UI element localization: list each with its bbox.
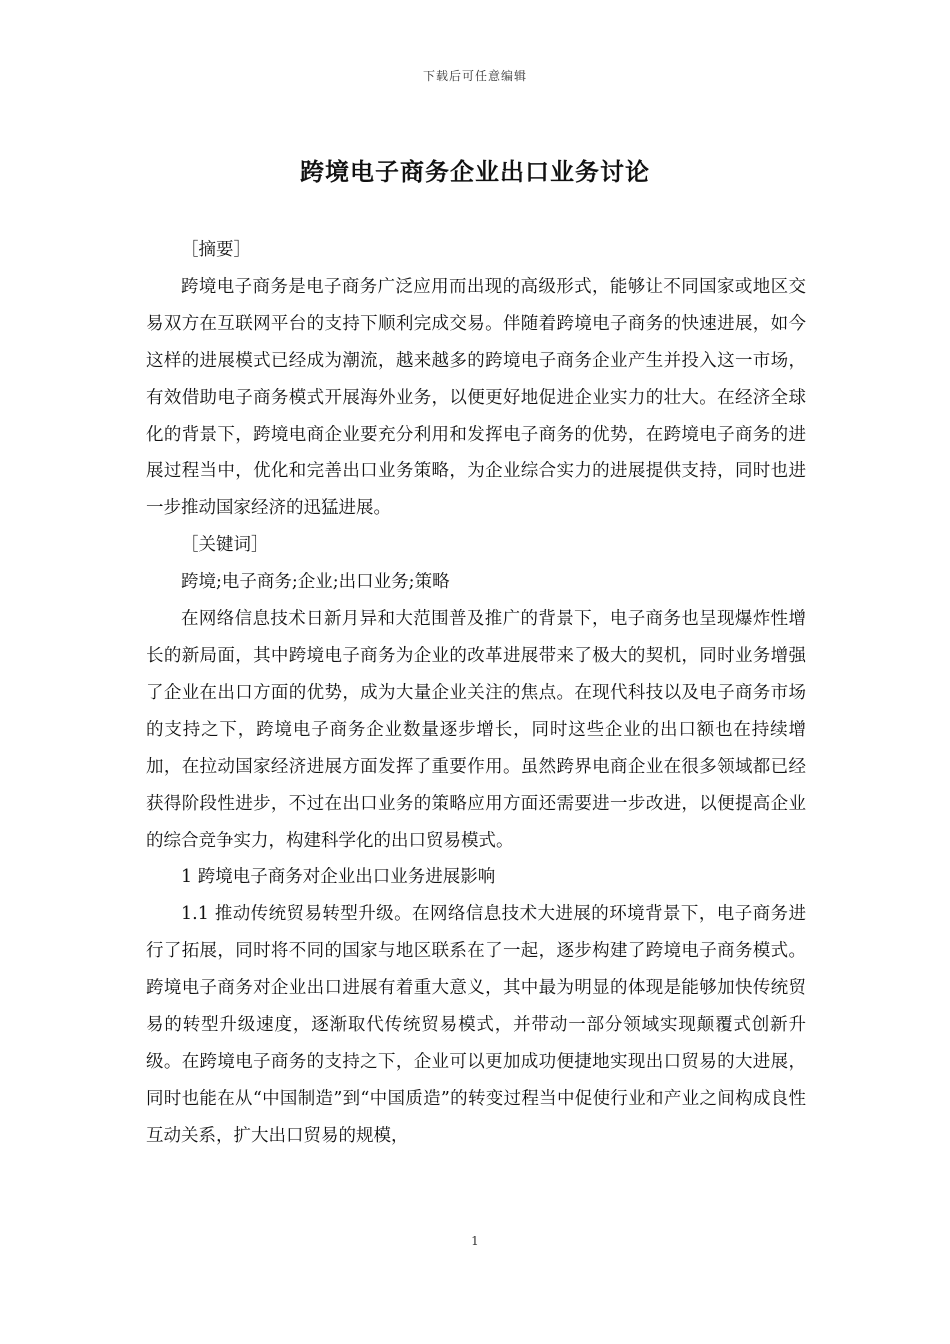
keywords-label: ［关键词］ [181,535,269,556]
document-title: 跨境电子商务企业出口业务讨论 [300,158,650,186]
abstract-paragraph: 跨境电子商务是电子商务广泛应用而出现的高级形式，能够让不同国家或地区交易双方在互联网平台的支持下顺利完成交易。伴随着跨境电子商务的快速进展，如今这样的进展模式已经成为潮流，越来越多的跨境电子商务企业产生并投入这一市场，有效借助电子商务模式开展海外业务，以便更好地促进企业实力的壮大。在经济全球化的背景下，跨境电商企业要充分利用和发挥电子商务的优势，在跨境电子商务的进展过程当中，优化和完善出口业务策略，为企业综合实力的进展提供支持，同时也进一步推动国家经济的迅猛进展。 [146,276,806,519]
keywords-text: 跨境;电子商务;企业;出口业务;策略 [181,572,450,593]
document-body [146,232,806,1155]
abstract-label: ［摘要］ [181,240,251,260]
section-1-1-paragraph: 1.1 推动传统贸易转型升级。在网络信息技术大进展的环境背景下，电子商务进行了拓展，同时将不同的国家与地区联系在了一起，逐步构建了跨境电子商务模式。跨境电子商务对企业出口进展有着重大意义，其中最为明显的体现是能够加快传统贸易的转型升级速度，逐渐取代传统贸易模式，并带动一部分领域实现颠覆式创新升级。在跨境电子商务的支持之下，企业可以更加成功便捷地实现出口贸易的大进展，同时也能在从“中国制造”到“中国质造”的转变过程当中促使行业和产业之间构成良性互动关系，扩大出口贸易的规模， [146,904,806,1146]
header-note: 下载后可任意编辑 [422,69,527,83]
section-1-heading: 1 跨境电子商务对企业出口业务进展影响 [181,867,496,888]
intro-paragraph: 在网络信息技术日新月异和大范围普及推广的背景下，电子商务也呈现爆炸性增长的新局面，其中跨境电子商务为企业的改革进展带来了极大的契机，同时业务增强了企业在出口方面的优势，成为大量企业关注的焦点。在现代科技以及电子商务市场的支持之下，跨境电子商务企业数量逐步增长，同时这些企业的出口额也在持续增加，在拉动国家经济进展方面发挥了重要作用。虽然跨界电商企业在很多领域都已经获得阶段性进步，不过在出口业务的策略应用方面还需要进一步改进，以便提高企业的综合竞争实力，构建科学化的出口贸易模式。 [146,609,806,851]
page-number: 1 [471,1234,479,1248]
